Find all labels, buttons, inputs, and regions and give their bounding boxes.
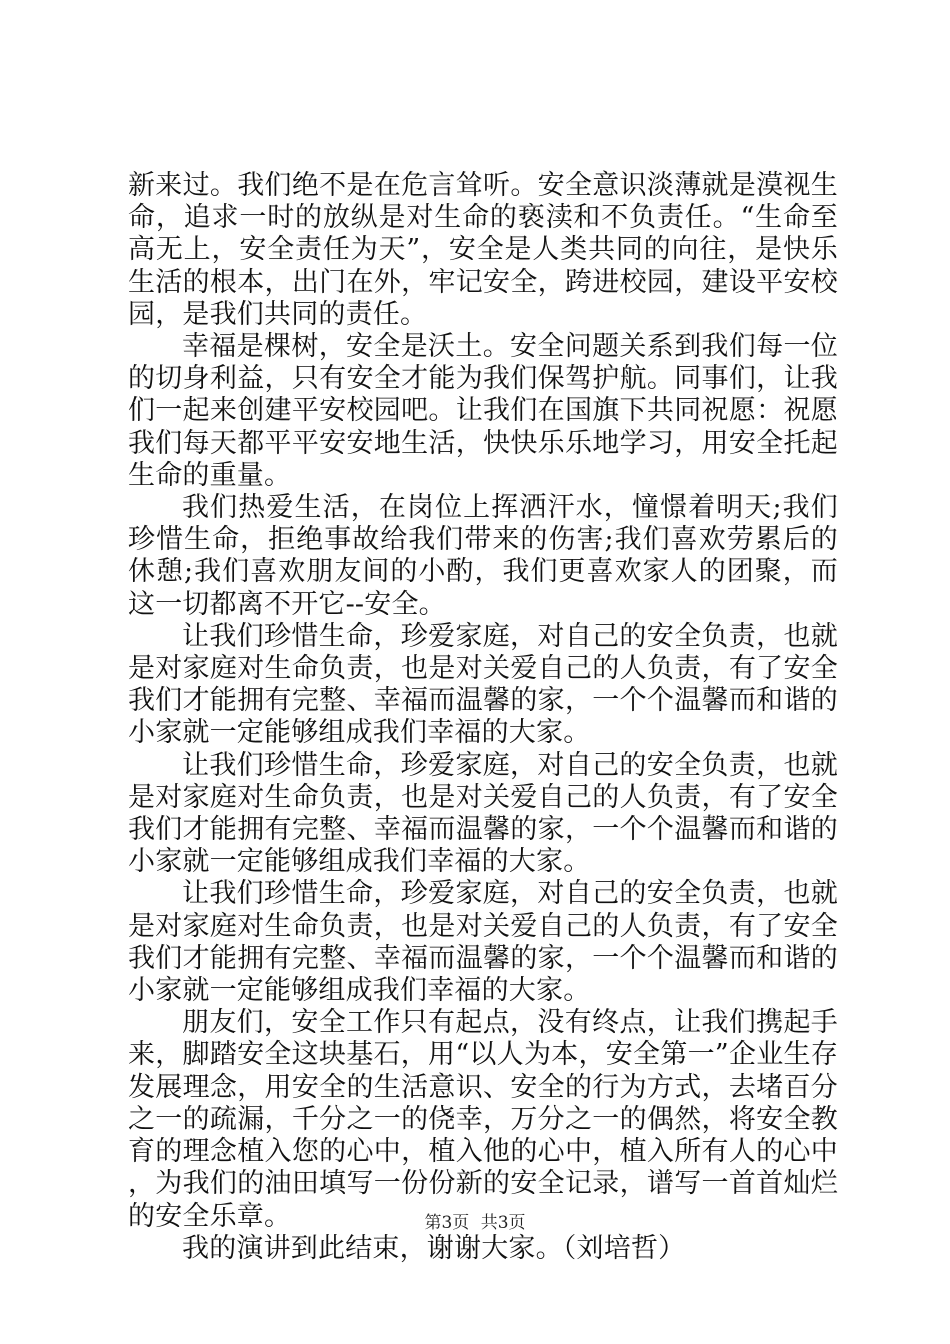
paragraph-cherish-life-2: 让我们珍惜生命，珍爱家庭，对自己的安全负责，也就是对家庭对生命负责，也是对关爱自己的人负责，有了安全我们才能拥有完整、幸福而温馨的家，一个个温馨而和谐的小家就一定能够组成我们幸福的大家。 xyxy=(128,749,838,878)
paragraph-cherish-life-3: 让我们珍惜生命，珍爱家庭，对自己的安全负责，也就是对家庭对生命负责，也是对关爱自己的人负责，有了安全我们才能拥有完整、幸福而温馨的家，一个个温馨而和谐的小家就一定能够组成我们幸福的大家。 xyxy=(128,878,838,1007)
document-body xyxy=(128,170,838,1265)
page-footer xyxy=(0,1212,950,1234)
page-total: 共3页 xyxy=(480,1213,526,1233)
page-number: 第3页 xyxy=(424,1213,470,1233)
paragraph-happiness: 幸福是棵树，安全是沃土。安全问题关系到我们每一位的切身利益，只有安全才能为我们保驾护航。同事们，让我们一起来创建平安校园吧。让我们在国旗下共同祝愿：祝愿我们每天都平平安安地生活，快快乐乐地学习，用安全托起生命的重量。 xyxy=(128,331,838,491)
paragraph-love-life: 我们热爱生活，在岗位上挥洒汗水，憧憬着明天;我们珍惜生命，拒绝事故给我们带来的伤害;我们喜欢劳累后的休憩;我们喜欢朋友间的小酌，我们更喜欢家人的团聚，而这一切都离不开它--安全。 xyxy=(128,492,838,620)
paragraph-friends: 朋友们，安全工作只有起点，没有终点，让我们携起手来，脚踏安全这块基石，用“以人为本，安全第一”企业生存发展理念，用安全的生活意识、安全的行为方式，去堵百分之一的疏漏，千分之一的侥幸，万分之一的偶然，将安全教育的理念植入您的心中，植入他的心中，植入所有人的心中，为我们的油田填写一份份新的安全记录，谱写一首首灿烂的安全乐章。 xyxy=(128,1007,838,1232)
paragraph-closing: 我的演讲到此结束，谢谢大家。（刘培哲） xyxy=(182,1232,686,1264)
paragraph-cherish-life-1: 让我们珍惜生命，珍爱家庭，对自己的安全负责，也就是对家庭对生命负责，也是对关爱自己的人负责，有了安全我们才能拥有完整、幸福而温馨的家，一个个温馨而和谐的小家就一定能够组成我们幸福的大家。 xyxy=(128,620,838,749)
paragraph-continuation: 新来过。我们绝不是在危言耸听。安全意识淡薄就是漠视生命，追求一时的放纵是对生命的亵渎和不负责任。“生命至高无上，安全责任为天”，安全是人类共同的向往，是快乐生活的根本，出门在外，牢记安全，跨进校园，建设平安校园，是我们共同的责任。 xyxy=(128,170,838,330)
